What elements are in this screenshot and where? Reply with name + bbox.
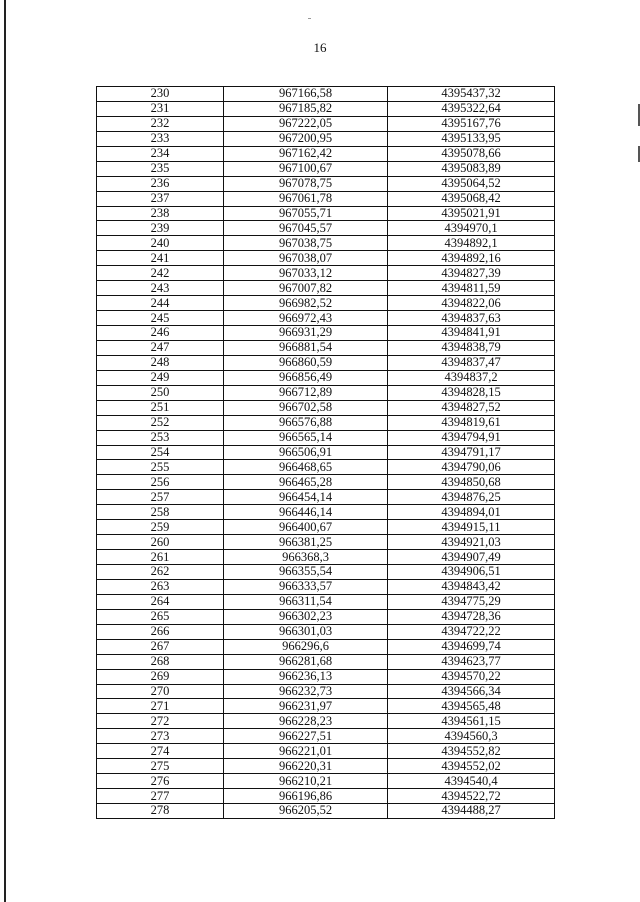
x-coordinate-cell: 967038,07	[224, 251, 388, 266]
x-coordinate-cell: 966972,43	[224, 311, 388, 326]
y-coordinate-cell: 4394892,16	[388, 251, 555, 266]
x-coordinate-cell: 966702,58	[224, 400, 388, 415]
table-row	[97, 355, 555, 370]
point-number-cell: 230	[97, 87, 224, 102]
scan-left-edge-line	[4, 0, 6, 902]
table-row	[97, 789, 555, 804]
point-number-cell: 250	[97, 385, 224, 400]
table-row	[97, 624, 555, 639]
point-number-cell: 257	[97, 490, 224, 505]
table-row	[97, 759, 555, 774]
y-coordinate-cell: 4394837,47	[388, 355, 555, 370]
x-coordinate-cell: 966982,52	[224, 296, 388, 311]
point-number-cell: 262	[97, 565, 224, 580]
point-number-cell: 258	[97, 505, 224, 520]
y-coordinate-cell: 4395064,52	[388, 176, 555, 191]
table-row	[97, 565, 555, 580]
x-coordinate-cell: 967166,58	[224, 87, 388, 102]
point-number-cell: 276	[97, 774, 224, 789]
point-number-cell: 248	[97, 355, 224, 370]
x-coordinate-cell: 966205,52	[224, 804, 388, 819]
x-coordinate-cell: 966381,25	[224, 535, 388, 550]
y-coordinate-cell: 4394775,29	[388, 594, 555, 609]
point-number-cell: 272	[97, 714, 224, 729]
table-row	[97, 475, 555, 490]
y-coordinate-cell: 4394552,82	[388, 744, 555, 759]
x-coordinate-cell: 966856,49	[224, 370, 388, 385]
x-coordinate-cell: 966465,28	[224, 475, 388, 490]
point-number-cell: 242	[97, 266, 224, 281]
point-number-cell: 266	[97, 624, 224, 639]
point-number-cell: 232	[97, 116, 224, 131]
x-coordinate-cell: 966565,14	[224, 430, 388, 445]
table-row	[97, 744, 555, 759]
table-row	[97, 101, 555, 116]
y-coordinate-cell: 4394522,72	[388, 789, 555, 804]
x-coordinate-cell: 967100,67	[224, 161, 388, 176]
table-row	[97, 535, 555, 550]
x-coordinate-cell: 966506,91	[224, 445, 388, 460]
x-coordinate-cell: 966220,31	[224, 759, 388, 774]
table-row	[97, 281, 555, 296]
table-row	[97, 550, 555, 565]
point-number-cell: 244	[97, 296, 224, 311]
table-row	[97, 146, 555, 161]
x-coordinate-cell: 967222,05	[224, 116, 388, 131]
point-number-cell: 249	[97, 370, 224, 385]
y-coordinate-cell: 4394843,42	[388, 579, 555, 594]
y-coordinate-cell: 4395078,66	[388, 146, 555, 161]
point-number-cell: 254	[97, 445, 224, 460]
point-number-cell: 253	[97, 430, 224, 445]
x-coordinate-cell: 966296,6	[224, 639, 388, 654]
table-row	[97, 639, 555, 654]
x-coordinate-cell: 966468,65	[224, 460, 388, 475]
y-coordinate-cell: 4394722,22	[388, 624, 555, 639]
y-coordinate-cell: 4394623,77	[388, 654, 555, 669]
table-row	[97, 669, 555, 684]
coordinates-table	[96, 86, 555, 819]
x-coordinate-cell: 967038,75	[224, 236, 388, 251]
table-row	[97, 191, 555, 206]
point-number-cell: 264	[97, 594, 224, 609]
y-coordinate-cell: 4394822,06	[388, 296, 555, 311]
y-coordinate-cell: 4395083,89	[388, 161, 555, 176]
y-coordinate-cell: 4394561,15	[388, 714, 555, 729]
table-row	[97, 445, 555, 460]
y-coordinate-cell: 4394876,25	[388, 490, 555, 505]
page-number: 16	[313, 40, 327, 55]
table-row	[97, 131, 555, 146]
point-number-cell: 274	[97, 744, 224, 759]
table-row	[97, 505, 555, 520]
point-number-cell: 263	[97, 579, 224, 594]
table-row	[97, 654, 555, 669]
point-number-cell: 269	[97, 669, 224, 684]
point-number-cell: 273	[97, 729, 224, 744]
y-coordinate-cell: 4394790,06	[388, 460, 555, 475]
table-row	[97, 385, 555, 400]
table-row	[97, 87, 555, 102]
point-number-cell: 237	[97, 191, 224, 206]
point-number-cell: 240	[97, 236, 224, 251]
table-row	[97, 714, 555, 729]
table-row	[97, 729, 555, 744]
table-row	[97, 699, 555, 714]
table-row	[97, 609, 555, 624]
x-coordinate-cell: 966301,03	[224, 624, 388, 639]
x-coordinate-cell: 966236,13	[224, 669, 388, 684]
x-coordinate-cell: 967045,57	[224, 221, 388, 236]
point-number-cell: 246	[97, 326, 224, 341]
point-number-cell: 245	[97, 311, 224, 326]
point-number-cell: 259	[97, 520, 224, 535]
x-coordinate-cell: 967055,71	[224, 206, 388, 221]
table-row	[97, 206, 555, 221]
y-coordinate-cell: 4394552,02	[388, 759, 555, 774]
table-row	[97, 460, 555, 475]
y-coordinate-cell: 4394915,11	[388, 520, 555, 535]
x-coordinate-cell: 966454,14	[224, 490, 388, 505]
y-coordinate-cell: 4394728,36	[388, 609, 555, 624]
y-coordinate-cell: 4394838,79	[388, 340, 555, 355]
x-coordinate-cell: 966333,57	[224, 579, 388, 594]
x-coordinate-cell: 967162,42	[224, 146, 388, 161]
y-coordinate-cell: 4395322,64	[388, 101, 555, 116]
y-coordinate-cell: 4394819,61	[388, 415, 555, 430]
x-coordinate-cell: 967200,95	[224, 131, 388, 146]
x-coordinate-cell: 966196,86	[224, 789, 388, 804]
table-row	[97, 296, 555, 311]
point-number-cell: 231	[97, 101, 224, 116]
point-number-cell: 239	[97, 221, 224, 236]
point-number-cell: 236	[97, 176, 224, 191]
y-coordinate-cell: 4394827,52	[388, 400, 555, 415]
point-number-cell: 268	[97, 654, 224, 669]
table-row	[97, 490, 555, 505]
y-coordinate-cell: 4394907,49	[388, 550, 555, 565]
y-coordinate-cell: 4395021,91	[388, 206, 555, 221]
y-coordinate-cell: 4394892,1	[388, 236, 555, 251]
table-row	[97, 266, 555, 281]
x-coordinate-cell: 966302,23	[224, 609, 388, 624]
y-coordinate-cell: 4395437,32	[388, 87, 555, 102]
y-coordinate-cell: 4394699,74	[388, 639, 555, 654]
point-number-cell: 241	[97, 251, 224, 266]
y-coordinate-cell: 4394540,4	[388, 774, 555, 789]
y-coordinate-cell: 4394791,17	[388, 445, 555, 460]
table-row	[97, 804, 555, 819]
table-row	[97, 116, 555, 131]
scan-speck	[308, 18, 311, 19]
table-row	[97, 251, 555, 266]
x-coordinate-cell: 966355,54	[224, 565, 388, 580]
y-coordinate-cell: 4394970,1	[388, 221, 555, 236]
point-number-cell: 265	[97, 609, 224, 624]
table-row	[97, 176, 555, 191]
table-row	[97, 430, 555, 445]
point-number-cell: 278	[97, 804, 224, 819]
y-coordinate-cell: 4394565,48	[388, 699, 555, 714]
x-coordinate-cell: 966231,97	[224, 699, 388, 714]
y-coordinate-cell: 4394566,34	[388, 684, 555, 699]
x-coordinate-cell: 967007,82	[224, 281, 388, 296]
y-coordinate-cell: 4394921,03	[388, 535, 555, 550]
table-row	[97, 594, 555, 609]
table-row	[97, 520, 555, 535]
y-coordinate-cell: 4394841,91	[388, 326, 555, 341]
table-row	[97, 370, 555, 385]
y-coordinate-cell: 4394794,91	[388, 430, 555, 445]
table-row	[97, 326, 555, 341]
y-coordinate-cell: 4395133,95	[388, 131, 555, 146]
x-coordinate-cell: 966311,54	[224, 594, 388, 609]
x-coordinate-cell: 966446,14	[224, 505, 388, 520]
table-row	[97, 236, 555, 251]
x-coordinate-cell: 966232,73	[224, 684, 388, 699]
point-number-cell: 238	[97, 206, 224, 221]
point-number-cell: 235	[97, 161, 224, 176]
point-number-cell: 255	[97, 460, 224, 475]
table-row	[97, 684, 555, 699]
x-coordinate-cell: 967061,78	[224, 191, 388, 206]
y-coordinate-cell: 4394828,15	[388, 385, 555, 400]
point-number-cell: 252	[97, 415, 224, 430]
table-row	[97, 579, 555, 594]
x-coordinate-cell: 966576,88	[224, 415, 388, 430]
table-row	[97, 340, 555, 355]
y-coordinate-cell: 4394811,59	[388, 281, 555, 296]
y-coordinate-cell: 4394850,68	[388, 475, 555, 490]
y-coordinate-cell: 4394906,51	[388, 565, 555, 580]
point-number-cell: 243	[97, 281, 224, 296]
point-number-cell: 277	[97, 789, 224, 804]
y-coordinate-cell: 4394894,01	[388, 505, 555, 520]
x-coordinate-cell: 966210,21	[224, 774, 388, 789]
y-coordinate-cell: 4394560,3	[388, 729, 555, 744]
x-coordinate-cell: 966400,67	[224, 520, 388, 535]
y-coordinate-cell: 4394837,2	[388, 370, 555, 385]
point-number-cell: 260	[97, 535, 224, 550]
point-number-cell: 256	[97, 475, 224, 490]
y-coordinate-cell: 4394488,27	[388, 804, 555, 819]
x-coordinate-cell: 966228,23	[224, 714, 388, 729]
x-coordinate-cell: 966860,59	[224, 355, 388, 370]
y-coordinate-cell: 4395167,76	[388, 116, 555, 131]
x-coordinate-cell: 966931,29	[224, 326, 388, 341]
point-number-cell: 233	[97, 131, 224, 146]
point-number-cell: 234	[97, 146, 224, 161]
point-number-cell: 271	[97, 699, 224, 714]
x-coordinate-cell: 967185,82	[224, 101, 388, 116]
x-coordinate-cell: 966712,89	[224, 385, 388, 400]
x-coordinate-cell: 967033,12	[224, 266, 388, 281]
x-coordinate-cell: 966368,3	[224, 550, 388, 565]
point-number-cell: 261	[97, 550, 224, 565]
table-row	[97, 221, 555, 236]
table-row	[97, 415, 555, 430]
x-coordinate-cell: 966227,51	[224, 729, 388, 744]
y-coordinate-cell: 4394827,39	[388, 266, 555, 281]
point-number-cell: 251	[97, 400, 224, 415]
point-number-cell: 267	[97, 639, 224, 654]
point-number-cell: 247	[97, 340, 224, 355]
table-row	[97, 311, 555, 326]
y-coordinate-cell: 4395068,42	[388, 191, 555, 206]
x-coordinate-cell: 966221,01	[224, 744, 388, 759]
y-coordinate-cell: 4394837,63	[388, 311, 555, 326]
x-coordinate-cell: 966881,54	[224, 340, 388, 355]
y-coordinate-cell: 4394570,22	[388, 669, 555, 684]
coordinates-table-body	[97, 87, 555, 819]
point-number-cell: 275	[97, 759, 224, 774]
x-coordinate-cell: 966281,68	[224, 654, 388, 669]
x-coordinate-cell: 967078,75	[224, 176, 388, 191]
table-row	[97, 774, 555, 789]
point-number-cell: 270	[97, 684, 224, 699]
table-row	[97, 400, 555, 415]
table-row	[97, 161, 555, 176]
